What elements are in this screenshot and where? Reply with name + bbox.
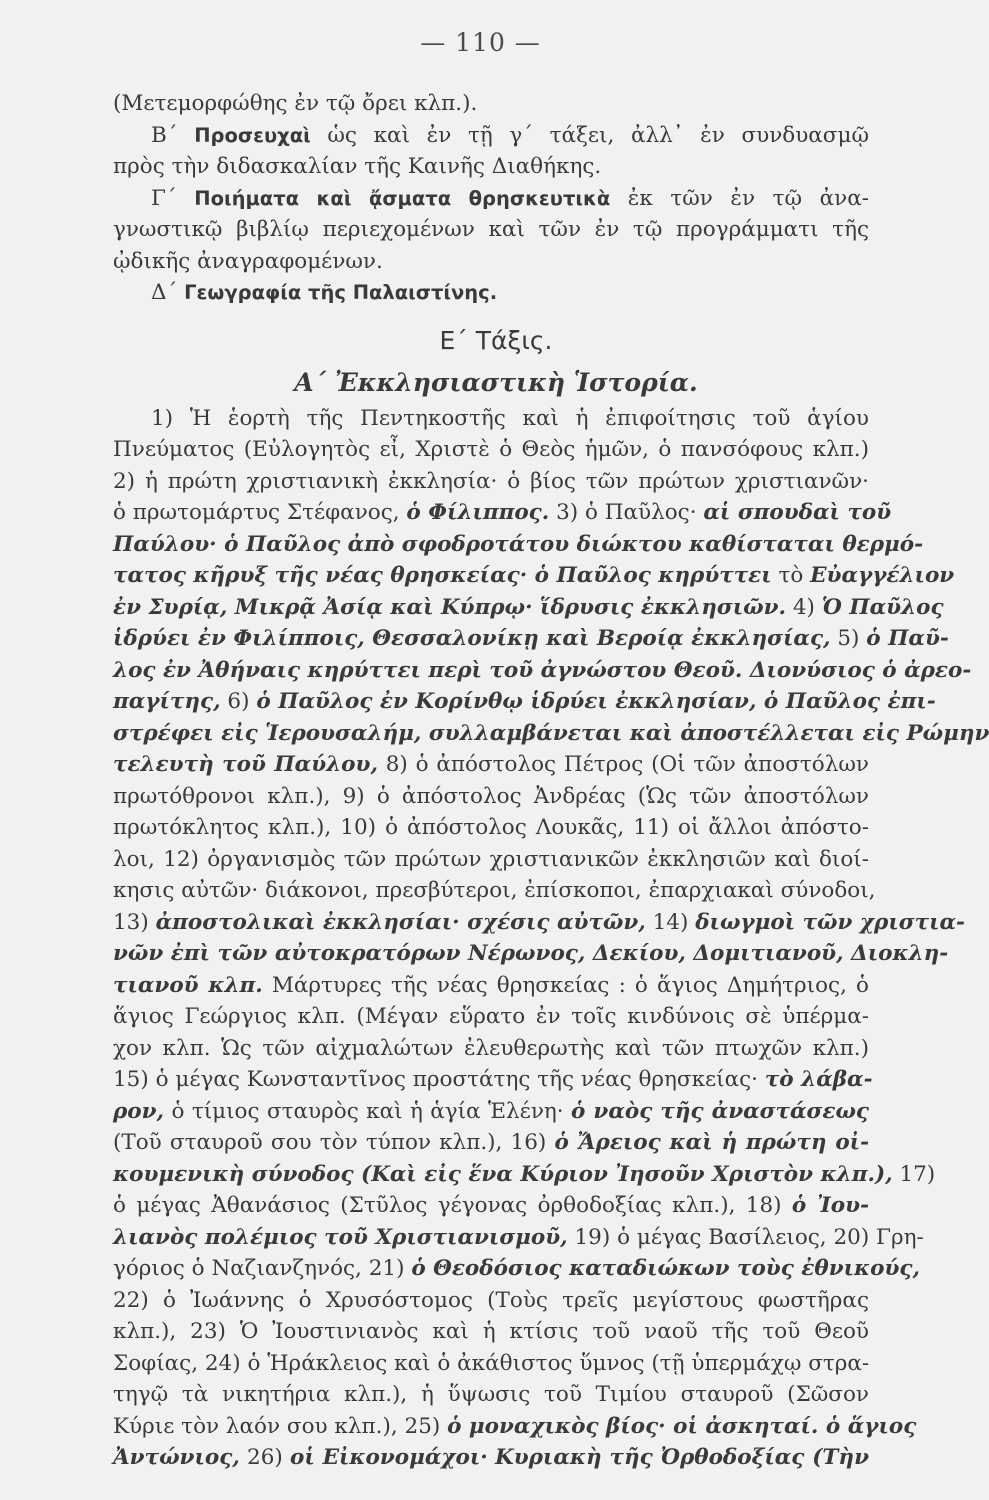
text-span: κλπ.), 23) Ὁ Ἰουστινιανὸς καὶ ἡ κτίσις τοῦ ναοῦ τῆς τοῦ Θεοῦ [113, 1319, 869, 1344]
curriculum-items-previous-class [113, 88, 869, 309]
text-span: 8) ὁ ἀπόστολος Πέτρος (Οἱ τῶν ἀποστόλων [377, 752, 869, 777]
text-line [113, 1033, 869, 1065]
italic-text: διωγμοὶ τῶν χριστια- [695, 909, 965, 935]
text-span: 4) [785, 594, 822, 620]
italic-text: νῶν ἐπὶ τῶν αὐτοκρατόρων Νέρωνος, Δεκίου, Δομιτιανοῦ, Διοκλη- [113, 941, 949, 966]
text-line [113, 907, 965, 939]
text-line [113, 1096, 869, 1128]
text-line [113, 812, 869, 844]
text-span: ὁ μέγας Ἀθανάσιος (Στῦλος γέγονας ὀρθοδοξίας κλπ.), 18) [113, 1193, 792, 1218]
text-span: 3) ὁ Παῦλος· [549, 500, 704, 525]
text-span: ἅγιος Γεώργιος κλπ. (Μέγαν εὕρατο ἐν τοῖς κινδύνοις σὲ ὑπέρμα- [113, 1004, 869, 1029]
text-line [113, 749, 869, 781]
italic-text: κουμενικὴ σύνοδος (Καὶ εἰς ἕνα Κύριον Ἰησοῦν Χριστὸν κλπ.), [113, 1161, 893, 1187]
italic-text: ὁ Φίλιππος. [406, 500, 550, 525]
text-line [113, 403, 869, 435]
text-span: 14) [645, 909, 696, 935]
italic-text: ὁ ναὸς τῆς ἀναστάσεως [571, 1098, 870, 1124]
text-span: 17) [892, 1161, 936, 1187]
italic-text: ὁ μοναχικὸς βίος· οἱ ἀσκηταί. ὁ ἅγιος [447, 1413, 917, 1439]
text-line [113, 529, 924, 561]
class-heading: Ε΄ Τάξις. [439, 325, 553, 355]
italic-text: στρέφει εἰς Ἱερουσαλήμ, συλλαμβάνεται καὶ ἀποστέλλεται εἰς Ρώμην [113, 720, 989, 746]
text-span: ᾠδικῆς ἀναγραφομένων. [113, 248, 383, 274]
text-line [113, 1411, 917, 1443]
italic-text: ἀποστολικαὶ ἐκκλησίαι· σχέσις αὐτῶν, [155, 909, 646, 935]
text-line [113, 1159, 936, 1191]
text-line [113, 1316, 869, 1348]
italic-text: Ἀντώνιος, [113, 1445, 240, 1470]
text-span: ἐκ τῶν ἐν τῷ ἀνα- [610, 185, 869, 211]
text-span: γόριος ὁ Ναζιανζηνός, 21) [113, 1256, 412, 1281]
text-line [113, 466, 869, 498]
text-span: πρωτόκλητος κλπ.), 10) ὁ ἀπόστολος Λουκᾶς, 11) οἱ ἄλλοι ἀπόστο- [113, 815, 869, 840]
text-line [113, 1064, 873, 1096]
bold-text: Γεωγραφία τῆς Παλαιστίνης. [184, 281, 498, 304]
text-line [113, 1379, 869, 1411]
text-span: γνωστικῷ βιβλίῳ περιεχομένων καὶ τῶν ἐν τῷ προγράμματι τῆς [113, 217, 869, 242]
text-span: (Μετεμορφώθης ἐν τῷ ὄρει κλπ.). [113, 91, 478, 116]
text-line [113, 686, 936, 718]
text-span: λοι, 12) ὀργανισμὸς τῶν πρώτων χριστιανικῶν ἐκκλησιῶν καὶ διοί- [113, 846, 869, 872]
text-span: 22) ὁ Ἰωάννης ὁ Χρυσόστομος (Τοὺς τρεῖς μεγίστους φωστῆρας [113, 1287, 869, 1313]
text-span: Πνεύματος (Εὐλογητὸς εἶ, Χριστὲ ὁ Θεὸς ἡμῶν, ὁ πανσόφους κλπ.) [113, 437, 869, 462]
bold-text: Ποιήματα καὶ ᾄσματα θρησκευτικὰ [194, 186, 611, 210]
text-span: 1) Ἡ ἑορτὴ τῆς Πεντηκοστῆς καὶ ἡ ἐπιφοίτησις τοῦ ἁγίου [151, 405, 869, 431]
text-span: 13) [113, 909, 156, 935]
italic-text: ὁ Παῦλος ἐν Κορίνθῳ ἱδρύει ἐκκλησίαν, ὁ Παῦλος ἐπι- [256, 689, 936, 714]
text-span: Δ΄ [151, 280, 185, 305]
text-span: κησις αὐτῶν· διάκονοι, πρεσβύτεροι, ἐπίσκοποι, ἐπαρχιακαὶ σύνοδοι, [113, 878, 876, 903]
text-span: Μάρτυρες τῆς νέας θρησκείας : ὁ ἅγιος Δημήτριος, ὁ [262, 972, 869, 998]
page-number: — 110 — [420, 28, 541, 57]
italic-text: ὁ Ἰου- [791, 1193, 869, 1218]
text-line [113, 844, 869, 876]
italic-text: τελευτὴ τοῦ Παύλου, [113, 752, 378, 777]
text-span: τηγῷ τὰ νικητήρια κλπ.), ἡ ὕψωσις τοῦ Τιμίου σταυροῦ (Σῶσον [113, 1382, 869, 1407]
text-line [113, 1127, 869, 1159]
italic-text: τατος κῆρυξ τῆς νέας θρησκείας· ὁ Παῦλος κηρύττει [113, 563, 772, 588]
italic-text: λιανὸς πολέμιος τοῦ Χριστιανισμοῦ, [113, 1224, 568, 1250]
text-line [113, 497, 892, 529]
text-span: πρωτόθρονοι κλπ.), 9) ὁ ἀπόστολος Ἀνδρέας (Ὡς τῶν ἀποστόλων [113, 783, 869, 809]
italic-text: ρον, [113, 1098, 165, 1124]
text-span [488, 1445, 495, 1470]
text-span: τὸ [771, 563, 811, 588]
text-line [113, 1253, 920, 1285]
italic-text: τὸ λάβα- [764, 1067, 873, 1092]
text-span: Β΄ [151, 122, 195, 148]
text-line [113, 246, 869, 278]
subject-heading: Α΄ Ἐκκλησιαστικὴ Ἱστορία. [294, 367, 698, 397]
italic-text: ἱδρύει ἐν Φιλίπποις, Θεσσαλονίκῃ καὶ Βεροίᾳ ἐκκλησίας, [113, 626, 831, 651]
text-span: 2) ἡ πρώτη χριστιανικὴ ἐκκλησία· ὁ βίος τῶν πρώτων χριστιανῶν· [113, 468, 869, 494]
text-span: ὁ τίμιος σταυρὸς καὶ ἡ ἁγία Ἑλένη· [164, 1098, 572, 1124]
text-span: 5) [830, 626, 867, 651]
text-span: ὡς καὶ ἐν τῇ γ΄ τάξει, ἀλλ᾽ ἐν συνδυασμῷ [310, 122, 869, 148]
text-line [113, 151, 869, 183]
text-line [113, 1001, 869, 1033]
text-span: 19) ὁ μέγας Βασίλειος, 20) Γρη- [567, 1224, 924, 1250]
italic-text: λος ἐν Ἀθήναις κηρύττει περὶ τοῦ ἀγνώστου Θεοῦ. Διονύσιος ὁ ἀρεο- [113, 657, 972, 683]
text-line [113, 277, 869, 309]
text-span: Σοφίας, 24) ὁ Ἡράκλειος καὶ ὁ ἀκάθιστος ὕμνος (τῇ ὑπερμάχῳ στρα- [113, 1350, 870, 1376]
text-line [113, 434, 869, 466]
italic-text: ἐν Συρίᾳ, Μικρᾷ Ἀσίᾳ καὶ Κύπρῳ· ἵδρυσις ἐκκλησιῶν. [113, 594, 786, 620]
text-line [113, 623, 949, 655]
italic-text: οἱ Εἰκονομάχοι· [290, 1445, 488, 1470]
text-line [113, 655, 972, 687]
text-span: 6) [220, 689, 257, 714]
text-line [113, 183, 869, 215]
text-span: 15) ὁ μέγας Κωνσταντῖνος προστάτης τῆς νέας θρησκείας· [113, 1067, 765, 1092]
italic-text: Παύλου· ὁ Παῦλος ἀπὸ σφοδροτάτου διώκτου καθίσταται θερμό- [113, 531, 924, 557]
italic-text: ὁ Θεοδόσιος καταδιώκων τοὺς ἐθνικούς, [411, 1256, 920, 1281]
text-line [113, 88, 869, 120]
text-line [113, 875, 876, 907]
text-span: Κύριε τὸν λαόν σου κλπ.), 25) [113, 1413, 448, 1439]
text-span: πρὸς τὴν διδασκαλίαν τῆς Καινῆς Διαθήκης. [113, 154, 602, 179]
text-line [113, 718, 989, 750]
text-line [113, 1442, 869, 1474]
bold-text: Προσευχαὶ [194, 123, 311, 147]
text-span: (Τοῦ σταυροῦ σου τὸν τύπον κλπ.), 16) [113, 1130, 555, 1155]
text-span: ὁ πρωτομάρτυς Στέφανος, [113, 500, 407, 525]
text-line [113, 1190, 869, 1222]
text-line [113, 120, 869, 152]
text-span: χον κλπ. Ὡς τῶν αἰχμαλώτων ἐλευθερωτὴς καὶ τῶν πτωχῶν κλπ.) [113, 1035, 869, 1061]
italic-text: Εὐαγγέλιον [810, 563, 955, 588]
italic-text: αἱ σπουδαὶ τοῦ [703, 500, 892, 525]
text-line [113, 938, 949, 970]
text-line [113, 781, 869, 813]
text-line [113, 592, 944, 624]
italic-text: τιανοῦ κλπ. [113, 972, 263, 998]
text-line [113, 1222, 924, 1254]
text-span: Γ΄ [151, 185, 195, 211]
text-span: 26) [239, 1445, 290, 1470]
text-line [113, 1285, 869, 1317]
italic-text: Ὁ Παῦλος [821, 594, 944, 620]
italic-text: ὁ Παῦ- [866, 626, 949, 651]
church-history-syllabus [113, 403, 989, 1474]
italic-text: παγίτης, [113, 689, 221, 714]
italic-text: ὁ Ἄρειος καὶ ἡ πρώτη οἰ- [554, 1130, 869, 1155]
text-line [113, 970, 869, 1002]
text-body [113, 88, 989, 1474]
italic-text: Κυριακὴ τῆς Ὀρθοδοξίας (Τὴν [495, 1445, 869, 1470]
text-line [113, 560, 955, 592]
text-line [113, 214, 869, 246]
text-line [113, 1348, 869, 1380]
